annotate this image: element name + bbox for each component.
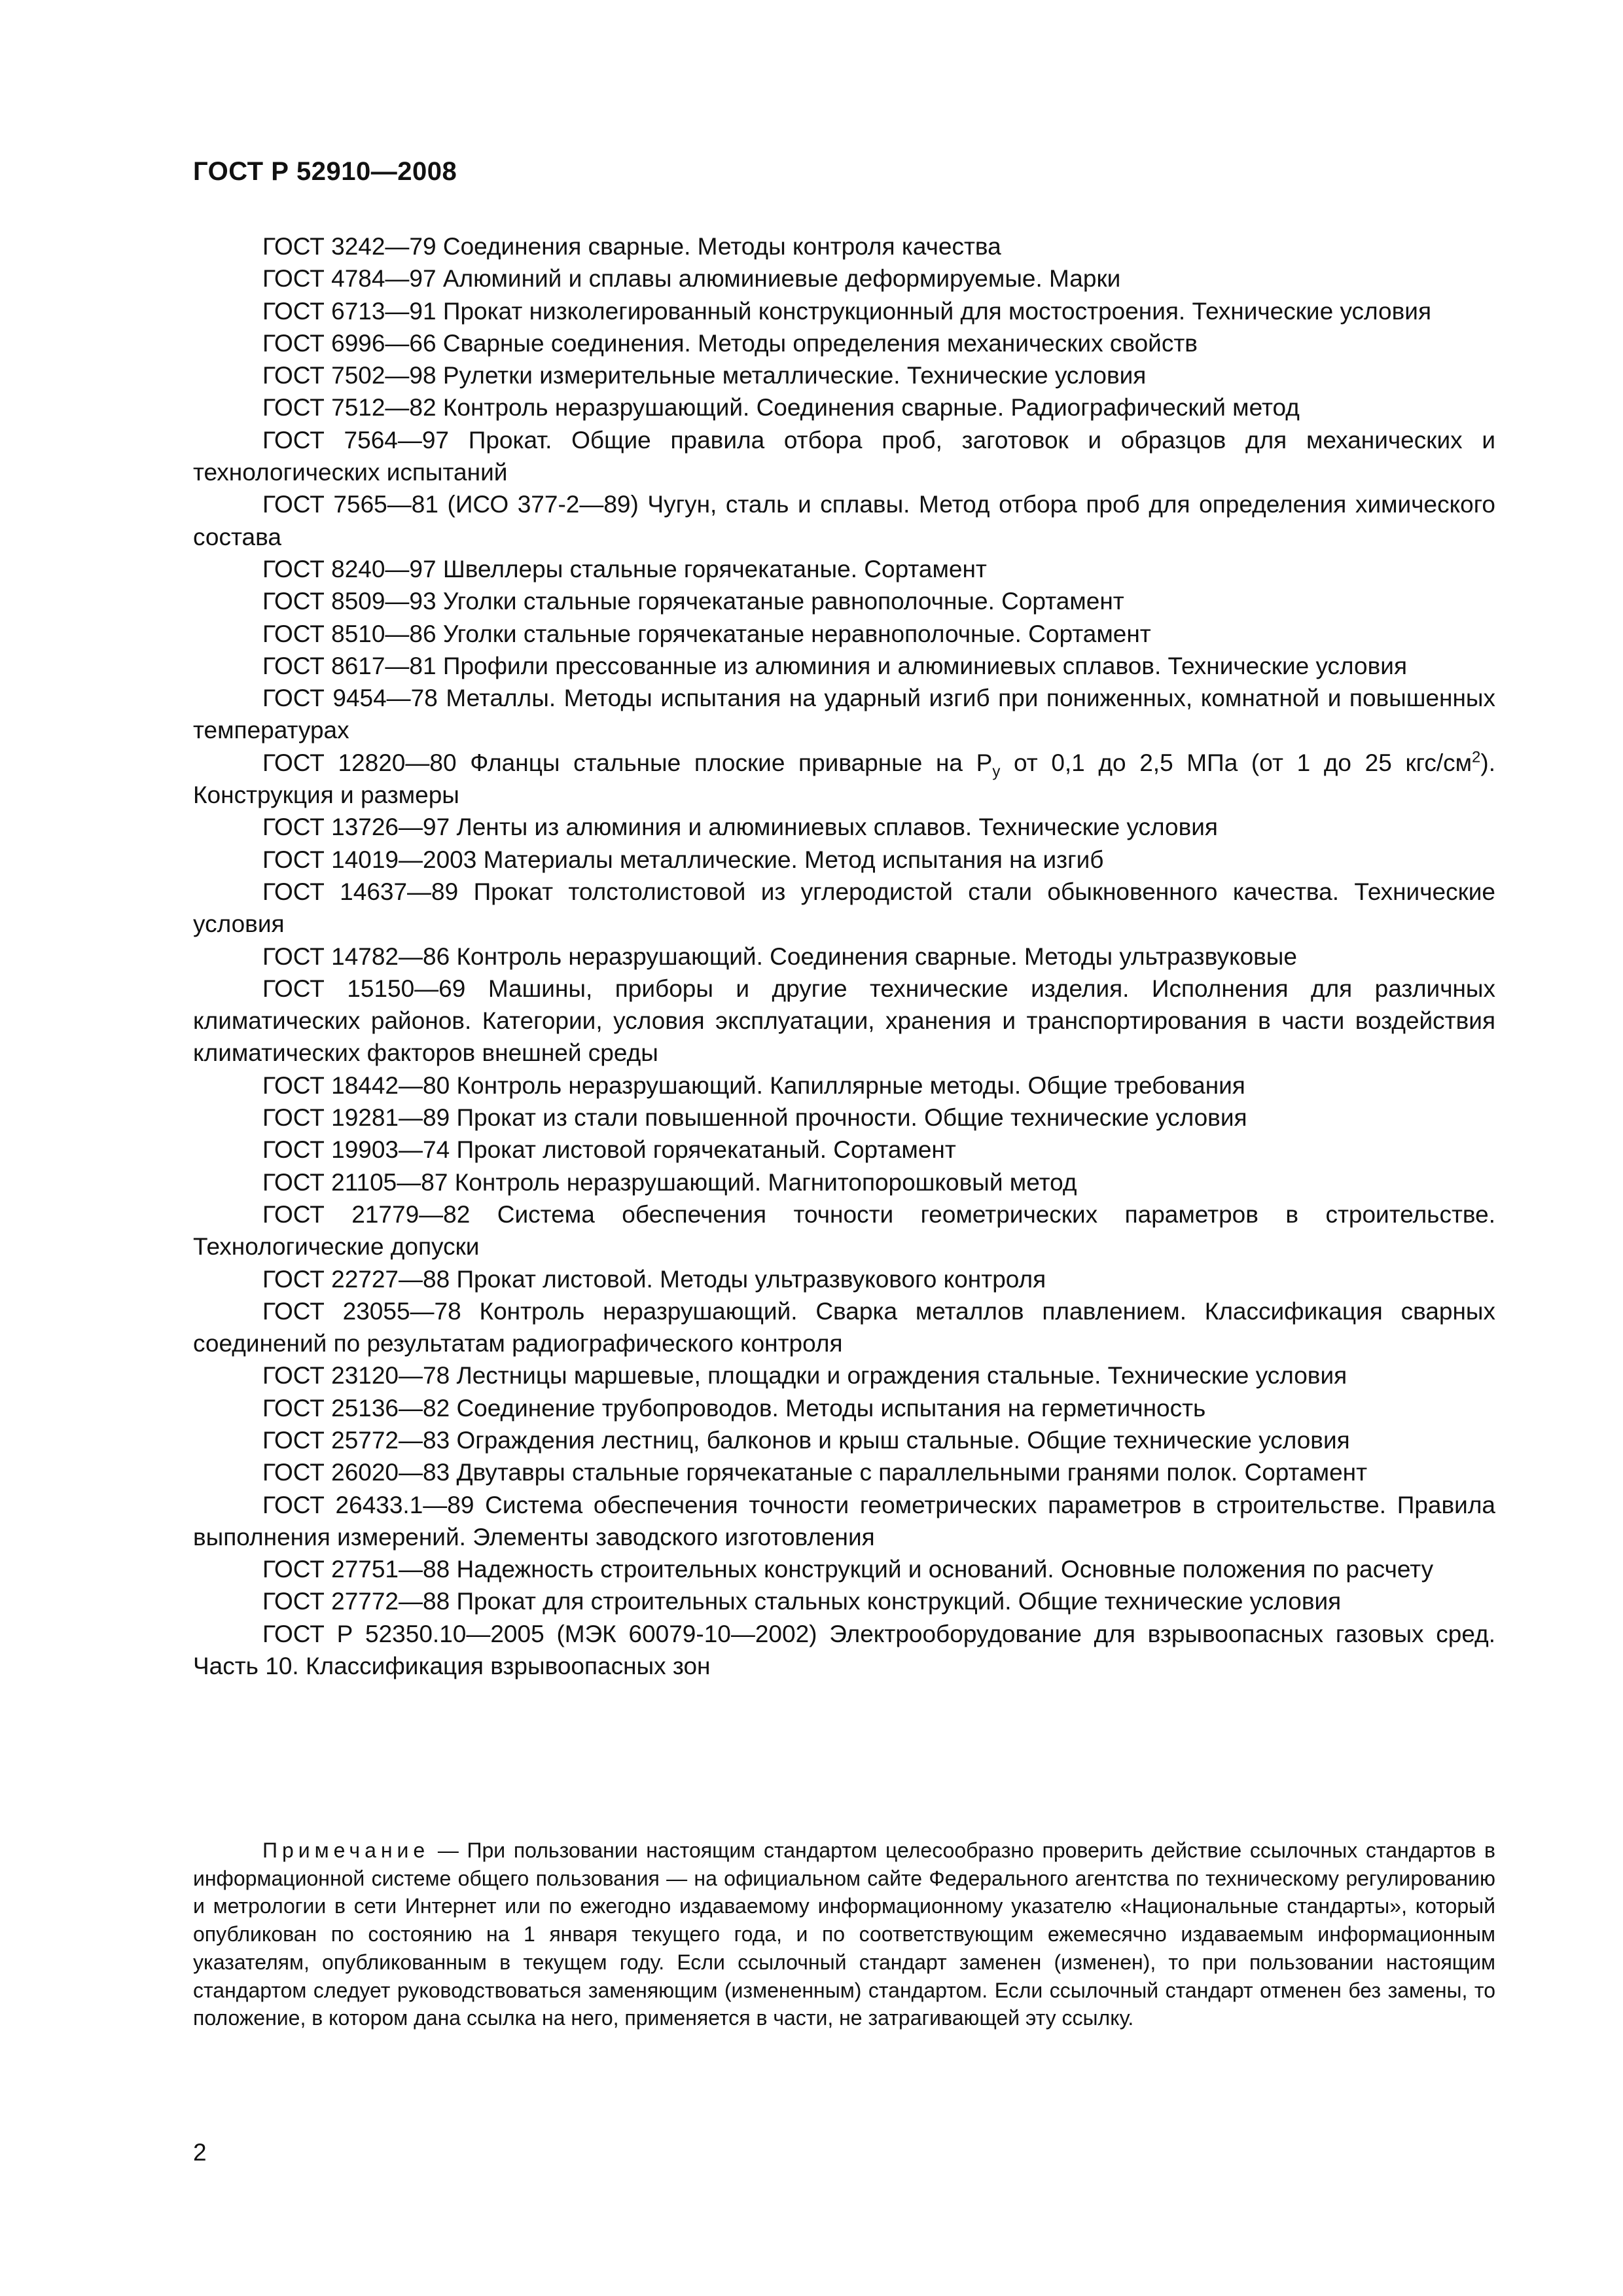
reference-text: Система обеспечения точности геометрических параметров в строительстве. Правила выполнения измерений. Элементы заводского изготовления	[193, 1491, 1495, 1551]
reference-item	[193, 973, 1495, 1069]
reference-code: ГОСТ 12820—80	[262, 749, 457, 776]
reference-text: Машины, приборы и другие технические изделия. Исполнения для различных климатических районов. Категории, условия эксплуатации, хранения и транспортирования в части воздействия климатических факторов внешней среды	[193, 975, 1496, 1067]
reference-text: Соединения сварные. Методы контроля качества	[442, 233, 1001, 260]
reference-code: ГОСТ 26020—83	[262, 1459, 450, 1486]
reference-code: ГОСТ 8240—97	[262, 555, 437, 583]
reference-code: ГОСТ 23120—78	[262, 1362, 450, 1390]
reference-text: Контроль неразрушающий. Магнитопорошковый метод	[454, 1168, 1077, 1196]
reference-text: Фланцы стальные плоские приварные на P	[470, 749, 993, 776]
reference-code: ГОСТ 7512—82	[262, 394, 437, 422]
reference-item	[193, 553, 1495, 585]
reference-item	[193, 811, 1495, 843]
reference-text: Контроль неразрушающий. Соединения сварные. Радиографический метод	[442, 394, 1300, 422]
reference-item	[193, 1166, 1495, 1198]
reference-code: ГОСТ 7564—97	[262, 426, 450, 454]
reference-code: ГОСТ 13726—97	[262, 814, 450, 841]
reference-item	[193, 1585, 1495, 1617]
reference-item	[193, 650, 1495, 682]
reference-text-mid: от 0,1 до 2,5 МПа (от 1 до 25 кгс/см	[1000, 749, 1472, 776]
reference-code: ГОСТ 14637—89	[262, 878, 459, 905]
reference-text: Система обеспечения точности геометрических параметров в строительстве. Технологические допуски	[193, 1200, 1496, 1261]
reference-item	[193, 1553, 1495, 1585]
reference-item	[193, 1102, 1495, 1134]
reference-code: ГОСТ 6996—66	[262, 329, 437, 357]
reference-text: Уголки стальные горячекатаные неравнополочные. Сортамент	[442, 620, 1151, 647]
reference-text: Контроль неразрушающий. Сварка металлов плавлением. Классификация сварных соединений по результатам радиографического контроля	[193, 1297, 1496, 1357]
reference-text: Прокат низколегированный конструкционный для мостостроения. Технические условия	[442, 297, 1431, 325]
reference-code: ГОСТ 19903—74	[262, 1136, 450, 1164]
reference-code: ГОСТ 9454—78	[262, 685, 438, 712]
reference-code: ГОСТ 23055—78	[262, 1297, 461, 1325]
reference-item	[193, 941, 1495, 973]
reference-item	[193, 1198, 1495, 1263]
reference-item	[193, 1424, 1495, 1456]
reference-item	[193, 1134, 1495, 1166]
reference-text: Швеллеры стальные горячекатаные. Сортамент	[442, 555, 987, 583]
reference-code: ГОСТ 6713—91	[262, 297, 437, 325]
reference-item	[193, 876, 1495, 941]
reference-text: Алюминий и сплавы алюминиевые деформируемые. Марки	[442, 265, 1121, 293]
note-paragraph	[193, 1837, 1495, 2032]
reference-text: Лестницы маршевые, площадки и ограждения стальные. Технические условия	[456, 1362, 1347, 1390]
reference-text: Прокат толстолистовой из углеродистой стали обыкновенного качества. Технические условия	[193, 878, 1496, 938]
note-label: Примечание	[262, 1839, 430, 1862]
reference-text-end: ). Конструкция и размеры	[193, 749, 1496, 809]
reference-code: ГОСТ 18442—80	[262, 1071, 450, 1099]
reference-code: ГОСТ 19281—89	[262, 1104, 450, 1132]
reference-text: Контроль неразрушающий. Соединения сварные. Методы ультразвуковые	[456, 942, 1297, 970]
reference-text: Прокат листовой. Методы ультразвукового контроля	[456, 1265, 1046, 1293]
normative-references-list	[193, 230, 1495, 1682]
reference-item	[193, 230, 1495, 262]
reference-item	[193, 327, 1495, 359]
reference-text: Ограждения лестниц, балконов и крыш стальные. Общие технические условия	[456, 1426, 1350, 1454]
reference-code: ГОСТ 15150—69	[262, 975, 466, 1002]
reference-item	[193, 488, 1495, 553]
superscript-2: 2	[1472, 748, 1481, 766]
reference-text: (ИСО 377-2—89) Чугун, сталь и сплавы. Метод отбора проб для определения химического состава	[193, 491, 1496, 550]
reference-text: Сварные соединения. Методы определения механических свойств	[442, 329, 1198, 357]
reference-item	[193, 1618, 1495, 1683]
reference-text: Прокат листовой горячекатаный. Сортамент	[456, 1136, 956, 1164]
reference-code: ГОСТ 21779—82	[262, 1200, 471, 1228]
reference-code: ГОСТ 7565—81	[262, 491, 438, 518]
reference-text: Надежность строительных конструкций и оснований. Основные положения по расчету	[456, 1556, 1434, 1583]
reference-code: ГОСТ 25772—83	[262, 1426, 450, 1454]
reference-code: ГОСТ 8617—81	[262, 652, 437, 679]
reference-code: ГОСТ 7502—98	[262, 362, 437, 389]
reference-item	[193, 585, 1495, 617]
reference-text: Контроль неразрушающий. Капиллярные методы. Общие требования	[456, 1071, 1245, 1099]
reference-code: ГОСТ Р 52350.10—2005	[262, 1620, 544, 1647]
reference-item	[193, 1263, 1495, 1295]
reference-text: Двутавры стальные горячекатаные с параллельными гранями полок. Сортамент	[456, 1459, 1368, 1486]
reference-item	[193, 747, 1495, 812]
reference-item	[193, 1392, 1495, 1424]
reference-text: Прокат для строительных стальных конструкций. Общие технические условия	[456, 1588, 1342, 1615]
reference-code: ГОСТ 8510—86	[262, 620, 437, 647]
reference-item	[193, 295, 1495, 327]
reference-text: Прокат из стали повышенной прочности. Общие технические условия	[456, 1104, 1247, 1132]
page-number: 2	[193, 2139, 207, 2166]
reference-code: ГОСТ 27772—88	[262, 1588, 450, 1615]
reference-code: ГОСТ 21105—87	[262, 1168, 448, 1196]
reference-text: (МЭК 60079-10—2002) Электрооборудование для взрывоопасных газовых сред. Часть 10. Классификация взрывоопасных зон	[193, 1620, 1496, 1680]
reference-code: ГОСТ 22727—88	[262, 1265, 450, 1293]
reference-item	[193, 262, 1495, 295]
reference-text: Ленты из алюминия и алюминиевых сплавов. Технические условия	[456, 814, 1218, 841]
reference-text: Материалы металлические. Метод испытания на изгиб	[483, 846, 1104, 873]
reference-code: ГОСТ 27751—88	[262, 1556, 450, 1583]
reference-text: Металлы. Методы испытания на ударный изгиб при пониженных, комнатной и повышенных температурах	[193, 685, 1495, 744]
subscript-y: y	[992, 762, 1001, 781]
reference-code: ГОСТ 25136—82	[262, 1394, 450, 1422]
reference-code: ГОСТ 8509—93	[262, 588, 437, 615]
reference-text: Соединение трубопроводов. Методы испытания на герметичность	[456, 1394, 1206, 1422]
reference-item	[193, 391, 1495, 423]
reference-code: ГОСТ 3242—79	[262, 233, 437, 260]
reference-item	[193, 1359, 1495, 1391]
reference-item	[193, 1456, 1495, 1488]
reference-text: Профили прессованные из алюминия и алюминиевых сплавов. Технические условия	[442, 652, 1407, 679]
reference-code: ГОСТ 14782—86	[262, 942, 450, 970]
reference-item	[193, 424, 1495, 489]
reference-item	[193, 618, 1495, 650]
reference-text: Прокат. Общие правила отбора проб, заготовок и образцов для механических и технологических испытаний	[193, 426, 1495, 486]
reference-item	[193, 1295, 1495, 1360]
reference-code: ГОСТ 14019—2003	[262, 846, 477, 873]
reference-item	[193, 1489, 1495, 1554]
note-text: — При пользовании настоящим стандартом целесообразно проверить действие ссылочных стандартов в информационной системе общего пользования — на официальном сайте Федерального агентства по техническому регулированию и метрологии в сети Интернет или по ежегодно издаваемому информационному указателю «Национальные стандарты», который опубликован по состоянию на 1 января текущего года, и по соответствующим ежемесячно издаваемым информационным указателям, опубликованным в текущем году. Если ссылочный стандарт заменен (изменен), то при пользовании настоящим стандартом следует руководствоваться заменяющим (измененным) стандартом. Если ссылочный стандарт отменен без замены, то положение, в котором дана ссылка на него, применяется в части, не затрагивающей эту ссылку.	[193, 1839, 1495, 2030]
reference-text: Уголки стальные горячекатаные равнополочные. Сортамент	[442, 588, 1124, 615]
reference-item	[193, 1069, 1495, 1102]
reference-code: ГОСТ 26433.1—89	[262, 1491, 474, 1518]
reference-item	[193, 359, 1495, 391]
page-header-title: ГОСТ Р 52910—2008	[193, 157, 457, 186]
reference-item	[193, 844, 1495, 876]
reference-code: ГОСТ 4784—97	[262, 265, 437, 293]
reference-text: Рулетки измерительные металлические. Технические условия	[442, 362, 1147, 389]
reference-item	[193, 682, 1495, 747]
